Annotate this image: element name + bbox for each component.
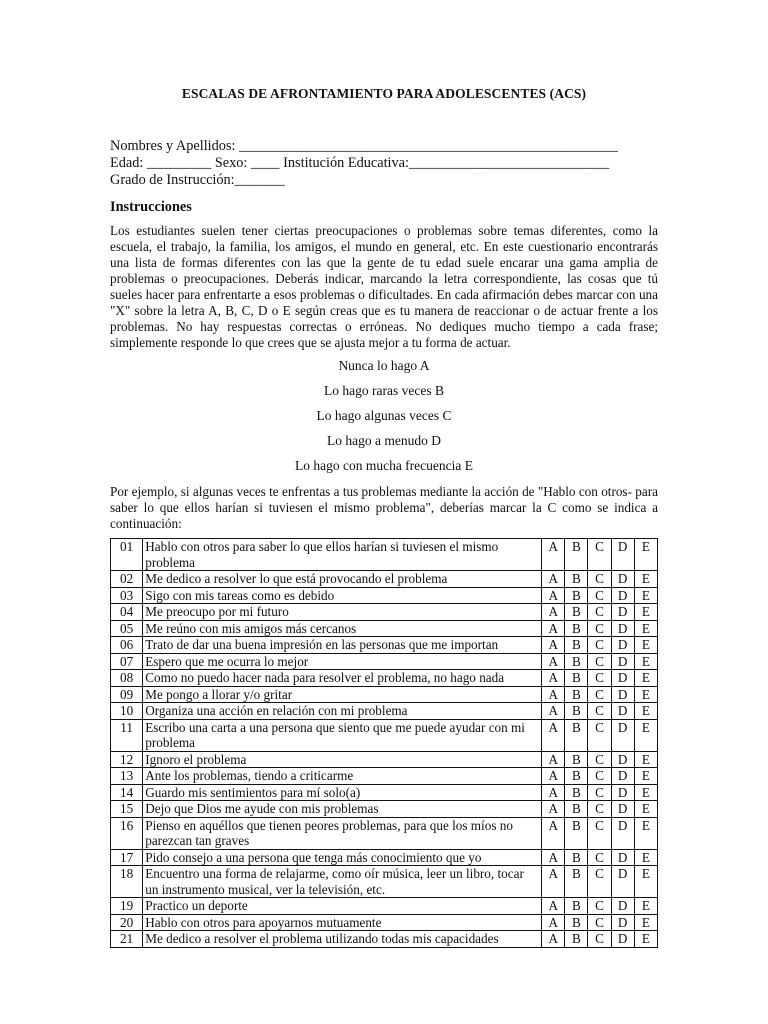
answer-option-a[interactable]: A: [542, 653, 565, 670]
item-statement: Sigo con mis tareas como es debido: [143, 587, 542, 604]
answer-option-d[interactable]: D: [611, 604, 634, 621]
answer-option-e[interactable]: E: [634, 653, 657, 670]
answer-option-b[interactable]: B: [565, 751, 588, 768]
answer-option-b[interactable]: B: [565, 620, 588, 637]
answer-option-a[interactable]: A: [542, 620, 565, 637]
answer-option-c[interactable]: C: [588, 801, 611, 818]
answer-option-e[interactable]: E: [634, 866, 657, 898]
table-row: [111, 620, 658, 637]
example-paragraph: Por ejemplo, si algunas veces te enfrentas a tus problemas mediante la acción de "Hablo con otros- para saber lo que ellos harían si tuviesen el mismo problema", deberías marcar la C como se indica a continuación:: [110, 484, 658, 531]
item-statement: Encuentro una forma de relajarme, como oír música, leer un libro, tocar un instrumento musical, ver la televisión, etc.: [143, 866, 542, 898]
item-statement: Escribo una carta a una persona que siento que me puede ayudar con mi problema: [143, 719, 542, 751]
item-statement: Espero que me ocurra lo mejor: [143, 653, 542, 670]
table-row: [111, 604, 658, 621]
table-row: [111, 637, 658, 654]
answer-option-b[interactable]: B: [565, 817, 588, 849]
answer-option-a[interactable]: A: [542, 686, 565, 703]
item-number: 15: [111, 801, 143, 818]
item-statement: Hablo con otros para apoyarnos mutuamente: [143, 914, 542, 931]
answer-option-b[interactable]: B: [565, 784, 588, 801]
items-table: [110, 538, 658, 948]
answer-option-b[interactable]: B: [565, 914, 588, 931]
answer-option-b[interactable]: B: [565, 653, 588, 670]
answer-option-a[interactable]: A: [542, 719, 565, 751]
answer-option-b[interactable]: B: [565, 719, 588, 751]
answer-option-b[interactable]: B: [565, 539, 588, 571]
answer-option-e[interactable]: E: [634, 768, 657, 785]
answer-option-d[interactable]: D: [611, 719, 634, 751]
item-statement: Organiza una acción en relación con mi problema: [143, 703, 542, 720]
answer-option-e[interactable]: E: [634, 751, 657, 768]
answer-option-b[interactable]: B: [565, 686, 588, 703]
answer-option-c[interactable]: C: [588, 703, 611, 720]
answer-option-d[interactable]: D: [611, 849, 634, 866]
item-number: 12: [111, 751, 143, 768]
answer-option-c[interactable]: C: [588, 604, 611, 621]
answer-option-a[interactable]: A: [542, 768, 565, 785]
table-row: [111, 768, 658, 785]
answer-option-d[interactable]: D: [611, 817, 634, 849]
answer-option-e[interactable]: E: [634, 817, 657, 849]
answer-option-a[interactable]: A: [542, 817, 565, 849]
item-statement: Me preocupo por mi futuro: [143, 604, 542, 621]
answer-option-e[interactable]: E: [634, 719, 657, 751]
answer-option-a[interactable]: A: [542, 931, 565, 948]
scale-option-a: Nunca lo hago A: [338, 358, 430, 373]
item-statement: Me dedico a resolver el problema utilizando todas mis capacidades: [143, 931, 542, 948]
item-statement: Ignoro el problema: [143, 751, 542, 768]
answer-option-a[interactable]: A: [542, 703, 565, 720]
answer-option-a[interactable]: A: [542, 866, 565, 898]
table-row: [111, 914, 658, 931]
answer-option-d[interactable]: D: [611, 686, 634, 703]
answer-option-e[interactable]: E: [634, 587, 657, 604]
answer-option-e[interactable]: E: [634, 620, 657, 637]
answer-option-e[interactable]: E: [634, 849, 657, 866]
table-row: [111, 784, 658, 801]
item-statement: Me pongo a llorar y/o gritar: [143, 686, 542, 703]
document-title: ESCALAS DE AFRONTAMIENTO PARA ADOLESCENTES (ACS): [181, 86, 587, 101]
item-number: 14: [111, 784, 143, 801]
instructions-paragraph: Los estudiantes suelen tener ciertas preocupaciones o problemas sobre temas diferentes, como la escuela, el trabajo, la familia, los amigos, el mundo en general, etc. En este cuestionario encontrarás una lista de formas diferentes con las que la gente de tu edad suele encarar una gama amplia de problemas o preocupaciones. Deberás indicar, marcando la letra correspondiente, las cosas que tú sueles hacer para enfrentarte a esos problemas o dificultades. En cada afirmación debes marcar con una "X" sobre la letra A, B, C, D o E según creas que es tu manera de reaccionar o de actuar frente a los problemas. No hay respuestas correctas o erróneas. No dediques mucho tiempo a cada frase; simplemente responde lo que crees que se ajusta mejor a tu forma de actuar.: [110, 223, 658, 350]
table-row: [111, 653, 658, 670]
answer-option-d[interactable]: D: [611, 571, 634, 588]
answer-option-a[interactable]: A: [542, 539, 565, 571]
answer-option-e[interactable]: E: [634, 571, 657, 588]
answer-option-d[interactable]: D: [611, 637, 634, 654]
table-row: [111, 703, 658, 720]
item-number: 08: [111, 670, 143, 687]
table-row: [111, 539, 658, 571]
answer-option-b[interactable]: B: [565, 670, 588, 687]
answer-option-d[interactable]: D: [611, 801, 634, 818]
instructions-heading: Instrucciones: [110, 199, 192, 215]
answer-option-b[interactable]: B: [565, 931, 588, 948]
answer-option-a[interactable]: A: [542, 784, 565, 801]
item-statement: Guardo mis sentimientos para mí solo(a): [143, 784, 542, 801]
answer-option-c[interactable]: C: [588, 571, 611, 588]
table-row: [111, 931, 658, 948]
table-row: [111, 686, 658, 703]
table-row: [111, 801, 658, 818]
grade-field-line: Grado de Instrucción:_______: [110, 172, 285, 188]
answer-option-b[interactable]: B: [565, 571, 588, 588]
scale-option-b: Lo hago raras veces B: [324, 383, 444, 398]
table-row: [111, 866, 658, 898]
item-number: 05: [111, 620, 143, 637]
answer-option-b[interactable]: B: [565, 801, 588, 818]
answer-option-e[interactable]: E: [634, 784, 657, 801]
answer-option-b[interactable]: B: [565, 703, 588, 720]
answer-option-e[interactable]: E: [634, 686, 657, 703]
answer-option-b[interactable]: B: [565, 866, 588, 898]
answer-option-d[interactable]: D: [611, 587, 634, 604]
item-statement: Pienso en aquéllos que tienen peores problemas, para que los míos no parezcan tan graves: [143, 817, 542, 849]
answer-option-c[interactable]: C: [588, 914, 611, 931]
personal-data-fields: [110, 138, 670, 189]
answer-option-a[interactable]: A: [542, 670, 565, 687]
table-row: [111, 817, 658, 849]
scale-option-c: Lo hago algunas veces C: [316, 408, 452, 423]
item-number: 18: [111, 866, 143, 898]
answer-option-e[interactable]: E: [634, 898, 657, 915]
item-number: 19: [111, 898, 143, 915]
answer-option-e[interactable]: E: [634, 670, 657, 687]
answer-option-d[interactable]: D: [611, 539, 634, 571]
answer-option-c[interactable]: C: [588, 866, 611, 898]
item-statement: Hablo con otros para saber lo que ellos harían si tuviesen el mismo problema: [143, 539, 542, 571]
table-row: [111, 670, 658, 687]
answer-option-a[interactable]: A: [542, 637, 565, 654]
answer-option-c[interactable]: C: [588, 539, 611, 571]
answer-option-c[interactable]: C: [588, 653, 611, 670]
answer-option-b[interactable]: B: [565, 587, 588, 604]
item-number: 04: [111, 604, 143, 621]
table-row: [111, 571, 658, 588]
answer-option-b[interactable]: B: [565, 637, 588, 654]
table-row: [111, 587, 658, 604]
answer-option-e[interactable]: E: [634, 801, 657, 818]
item-number: 02: [111, 571, 143, 588]
item-statement: Me dedico a resolver lo que está provocando el problema: [143, 571, 542, 588]
item-number: 09: [111, 686, 143, 703]
item-statement: Practico un deporte: [143, 898, 542, 915]
item-statement: Trato de dar una buena impresión en las personas que me importan: [143, 637, 542, 654]
scale-option-e: Lo hago con mucha frecuencia E: [294, 458, 474, 473]
item-statement: Me reúno con mis amigos más cercanos: [143, 620, 542, 637]
item-number: 20: [111, 914, 143, 931]
answer-option-c[interactable]: C: [588, 784, 611, 801]
answer-option-a[interactable]: A: [542, 571, 565, 588]
answer-option-e[interactable]: E: [634, 604, 657, 621]
answer-option-d[interactable]: D: [611, 898, 634, 915]
answer-option-c[interactable]: C: [588, 637, 611, 654]
item-number: 11: [111, 719, 143, 751]
answer-option-e[interactable]: E: [634, 931, 657, 948]
answer-option-b[interactable]: B: [565, 849, 588, 866]
answer-option-a[interactable]: A: [542, 898, 565, 915]
answer-option-d[interactable]: D: [611, 703, 634, 720]
answer-option-c[interactable]: C: [588, 751, 611, 768]
answer-option-a[interactable]: A: [542, 604, 565, 621]
item-number: 03: [111, 587, 143, 604]
table-row: [111, 849, 658, 866]
item-number: 06: [111, 637, 143, 654]
answer-option-d[interactable]: D: [611, 620, 634, 637]
answer-option-d[interactable]: D: [611, 653, 634, 670]
answer-option-a[interactable]: A: [542, 587, 565, 604]
answer-option-c[interactable]: C: [588, 849, 611, 866]
answer-option-e[interactable]: E: [634, 539, 657, 571]
answer-option-b[interactable]: B: [565, 604, 588, 621]
name-field-line: Nombres y Apellidos: _____________________________________________________: [110, 138, 618, 154]
answer-option-c[interactable]: C: [588, 768, 611, 785]
item-number: 21: [111, 931, 143, 948]
answer-option-b[interactable]: B: [565, 768, 588, 785]
answer-option-c[interactable]: C: [588, 620, 611, 637]
scale-option-d: Lo hago a menudo D: [327, 433, 441, 448]
answer-option-d[interactable]: D: [611, 931, 634, 948]
table-row: [111, 751, 658, 768]
answer-option-e[interactable]: E: [634, 703, 657, 720]
answer-option-c[interactable]: C: [588, 587, 611, 604]
item-number: 07: [111, 653, 143, 670]
answer-option-e[interactable]: E: [634, 914, 657, 931]
answer-option-a[interactable]: A: [542, 914, 565, 931]
answer-option-d[interactable]: D: [611, 768, 634, 785]
table-row: [111, 898, 658, 915]
item-number: 01: [111, 539, 143, 571]
item-statement: Como no puedo hacer nada para resolver el problema, no hago nada: [143, 670, 542, 687]
item-number: 13: [111, 768, 143, 785]
answer-option-d[interactable]: D: [611, 914, 634, 931]
answer-option-c[interactable]: C: [588, 898, 611, 915]
answer-option-c[interactable]: C: [588, 817, 611, 849]
answer-option-b[interactable]: B: [565, 898, 588, 915]
item-number: 16: [111, 817, 143, 849]
item-statement: Ante los problemas, tiendo a criticarme: [143, 768, 542, 785]
answer-option-a[interactable]: A: [542, 849, 565, 866]
answer-option-e[interactable]: E: [634, 637, 657, 654]
age-sex-institution-line: Edad: _________ Sexo: ____ Institución Educativa:____________________________: [110, 155, 610, 171]
item-statement: Pido consejo a una persona que tenga más conocimiento que yo: [143, 849, 542, 866]
answer-option-c[interactable]: C: [588, 931, 611, 948]
answer-option-d[interactable]: D: [611, 670, 634, 687]
table-row: [111, 719, 658, 751]
answer-option-d[interactable]: D: [611, 751, 634, 768]
item-number: 10: [111, 703, 143, 720]
answer-option-d[interactable]: D: [611, 866, 634, 898]
answer-option-a[interactable]: A: [542, 801, 565, 818]
item-statement: Dejo que Dios me ayude con mis problemas: [143, 801, 542, 818]
answer-option-a[interactable]: A: [542, 751, 565, 768]
answer-option-c[interactable]: C: [588, 719, 611, 751]
answer-option-c[interactable]: C: [588, 686, 611, 703]
item-number: 17: [111, 849, 143, 866]
answer-option-c[interactable]: C: [588, 670, 611, 687]
answer-option-d[interactable]: D: [611, 784, 634, 801]
